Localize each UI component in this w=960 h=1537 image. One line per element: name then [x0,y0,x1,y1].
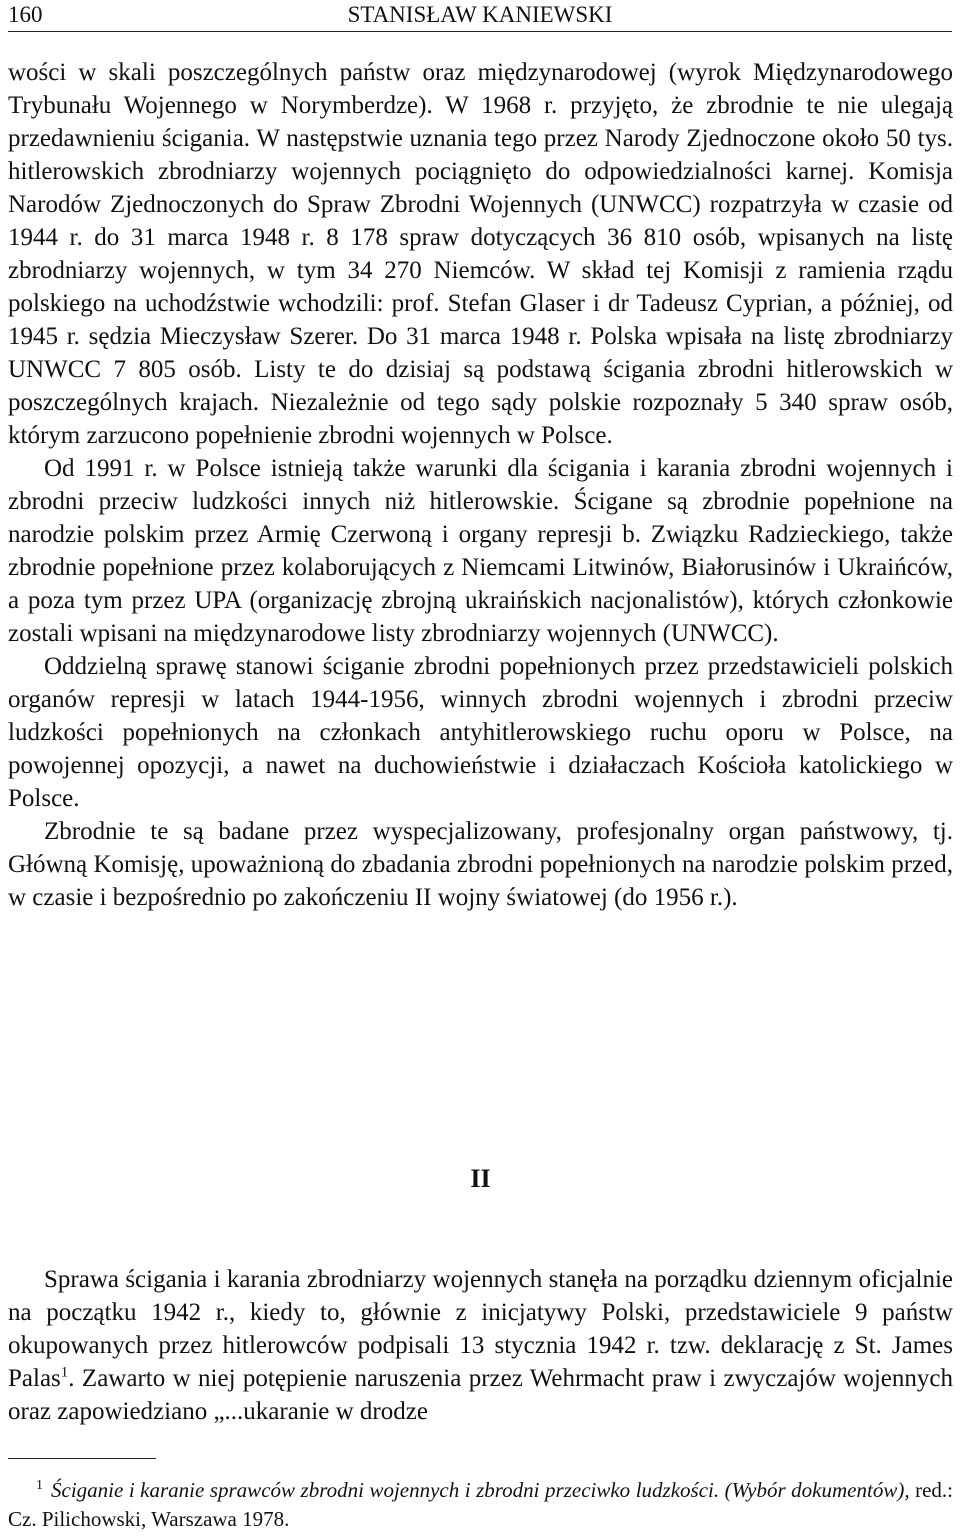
footnote-mark: 1 [36,1478,43,1493]
paragraph [8,1263,953,1428]
page-number: 160 [8,2,43,27]
paragraph: Od 1991 r. w Polsce istnieją także warunki dla ścigania i karania zbrodni wojennych i zbrodni przeciw ludzkości innych niż hitlerowskie. Ścigane są zbrodnie popełnione na narodzie polskim przez Armię Czerwoną i organy represji b. Związku Radzieckiego, także zbrodnie popełnione przez kolaborujących z Niemcami Litwinów, Białorusinów i Ukraińców, a poza tym przez UPA (organizację zbrojną ukraińskich nacjonalistów), których członkowie zostali wpisani na międzynarodowe listy zbrodniarzy wojennych (UNWCC). [8,455,953,647]
paragraph: Zbrodnie te są badane przez wyspecjalizowany, profesjonalny organ państwowy, tj. Główną Komisję, upoważnioną do zbadania zbrodni popełnionych na narodzie polskim przed, w czasie i bezpośrednio po zakończeniu II wojny światowej (do 1956 r.). [8,818,953,911]
footnote-rule [8,1458,156,1459]
main-text [8,56,953,914]
running-title: STANISŁAW KANIEWSKI [347,2,613,27]
paragraph: Oddzielną sprawę stanowi ściganie zbrodni popełnionych przez przedstawicieli polskich organów represji w latach 1944-1956, winnych zbrodni wojennych i zbrodni przeciw ludzkości popełnionych na członkach antyhitlerowskiego ruchu oporu w Polsce, na powojennej opozycji, a nawet na duchowieństwie i działaczach Kościoła katolickiego w Polsce. [8,653,953,812]
running-header [8,0,952,30]
footnote-text: red.: Cz. Pilichowski, Warszawa 1978. [8,1478,953,1531]
paragraph: wości w skali poszczególnych państw oraz międzynarodowej (wyrok Międzynarodowego Trybunału Wojennego w Norymberdze). W 1968 r. przyjęto, że zbrodnie te nie ulegają przedawnieniu ścigania. W następstwie uznania tego przez Narody Zjednoczone około 50 tys. hitlerowskich zbrodniarzy wojennych pociągnięto do odpowiedzialności karnej. Komisja Narodów Zjednoczonych do Spraw Zbrodni Wojennych (UNWCC) rozpatrzyła w czasie od 1944 r. do 31 marca 1948 r. 8 178 spraw dotyczących 36 810 osób, wpisanych na listę zbrodniarzy wojennych, w tym 34 270 Niemców. W skład tej Komisji z ramienia rządu polskiego na uchodźstwie wchodzili: prof. Stefan Glaser i dr Tadeusz Cyprian, a później, od 1945 r. sędzia Mieczysław Szerer. Do 31 marca 1948 r. Polska wpisała na listę zbrodniarzy UNWCC 7 805 osób. Listy te do dzisiaj są podstawą ścigania zbrodni hitlerowskich w poszczególnych krajach. Niezależnie od tego sądy polskie rozpoznały 5 340 spraw osób, którym zarzucono popełnienie zbrodni wojennych w Polsce. [8,59,953,449]
paragraph-text: Sprawa ścigania i karania zbrodniarzy wojennych stanęła na porządku dziennym oficjalnie na początku 1942 r., kiedy to, głównie z inicjatywy Polski, przedstawiciele 9 państw okupowanych przez hitlerowców podpisali 13 stycznia 1942 r. tzw. deklarację z St. James Palas [8,1266,953,1392]
footnote [8,1476,953,1534]
section-text [8,1263,953,1428]
footnote-italic-text: Ściganie i karanie sprawców zbrodni wojennych i zbrodni przeciwko ludzkości. (Wybór dokumentów), [51,1478,910,1502]
paragraph-text: . Zawarto w niej potępienie naruszenia przez Wehrmacht praw i zwyczajów wojennych oraz zapowiedziano „...ukaranie w drodze [8,1365,953,1425]
header-rule [8,31,952,32]
footnote-reference: 1 [60,1364,69,1381]
section-heading: II [470,1164,491,1193]
